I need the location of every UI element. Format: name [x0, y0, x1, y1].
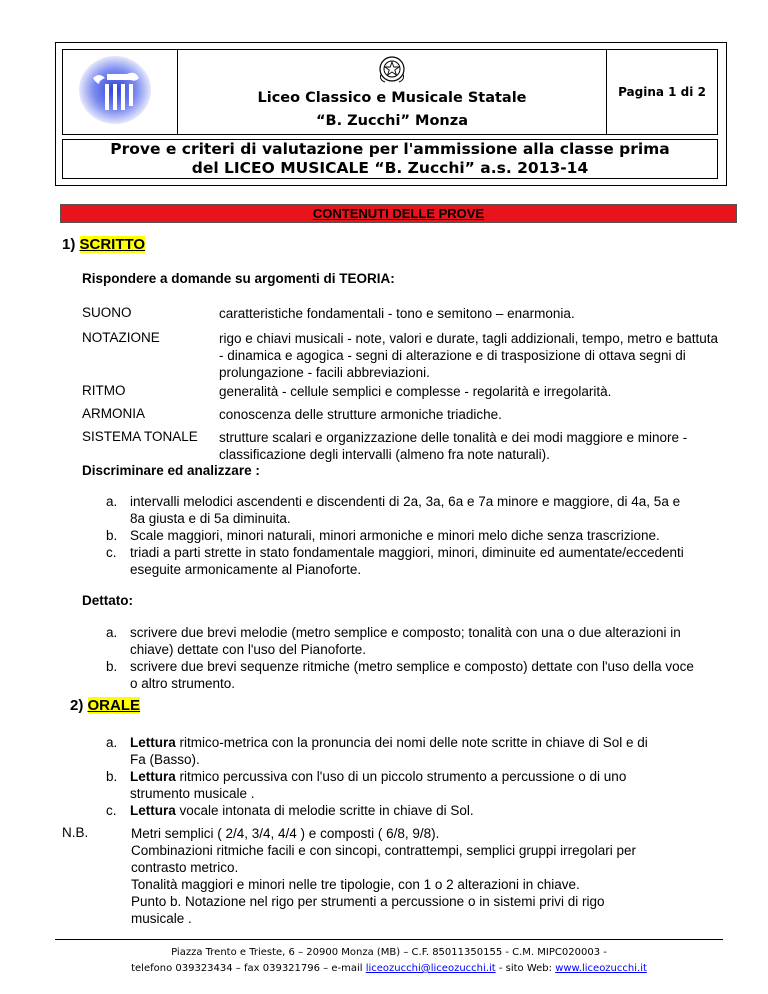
topic-label: SISTEMA TONALE [82, 429, 198, 444]
list-marker: b. [106, 659, 118, 674]
dictation-heading: Dettato: [82, 593, 133, 608]
email-link[interactable]: liceozucchi@liceozucchi.it [365, 963, 496, 974]
list-marker: c. [106, 803, 117, 818]
section-1-number: 1) [62, 236, 76, 253]
section-band [60, 204, 737, 223]
list-marker: a. [106, 494, 118, 509]
section-2-number: 2) [70, 697, 84, 714]
footer-divider [55, 939, 723, 940]
school-name-line1: Liceo Classico e Musicale Statale [257, 90, 527, 106]
nb-line: Combinazioni ritmiche facili e con sincopi, contrattempi, semplici gruppi irregolari per contrasto metrico. [131, 843, 636, 875]
footer-site-label: - sito Web: [495, 963, 556, 974]
topic-text: caratteristiche fondamentali - tono e semitono – enarmonia. [219, 306, 575, 321]
list-text: intervalli melodici ascendenti e discendenti di 2a, 3a, 6a e 7a minore e maggiore, di 4a, 5a e 8a giusta e di 5a diminuita. [130, 494, 681, 526]
list-text: vocale intonata di melodie scritte in chiave di Sol. [175, 803, 474, 818]
list-text: Scale maggiori, minori naturali, minori armoniche e minori melo diche senza trascrizione. [130, 528, 660, 543]
nb-label: N.B. [62, 825, 89, 840]
list-text: ritmico-metrica con la pronuncia dei nomi delle note scritte in chiave di Sol e di Fa (Basso). [130, 735, 648, 767]
footer-address: Piazza Trento e Trieste, 6 – 20900 Monza (MB) – C.F. 85011350155 - C.M. MIPC020003 - [171, 947, 607, 958]
nb-line: Metri semplici ( 2/4, 3/4, 4/4 ) e composti ( 6/8, 9/8). [131, 826, 440, 841]
footer-phone-fax: telefono 039323434 – fax 039321796 – e-mail [131, 963, 366, 974]
list-marker: a. [106, 735, 118, 750]
nb-line: Punto b. Notazione nel rigo per strumenti a percussione o in sistemi privi di rigo musicale . [131, 894, 605, 926]
list-item [106, 527, 696, 544]
school-name-line2: “B. Zucchi” Monza [316, 113, 468, 129]
list-marker: b. [106, 528, 118, 543]
logo-cell [63, 50, 178, 134]
footer [55, 945, 723, 977]
topic-text: rigo e chiavi musicali - note, valori e durate, tagli addizionali, tempo, metro e battuta - dinamica e agogica - segni di alterazione e di trasposizione di ottava segni di prolungazione - facili abbreviazioni. [219, 331, 719, 380]
footer-contacts [55, 961, 723, 977]
section-2-title: ORALE [87, 697, 141, 714]
nb-line: Tonalità maggiori e minori nelle tre tipologie, con 1 o 2 alterazioni in chiave. [131, 877, 580, 892]
list-text: scrivere due brevi melodie (metro semplice e composto; tonalità con una o due alterazioni in chiave) dettate con l'uso del Pianoforte. [130, 625, 681, 657]
list-text: triadi a parti strette in stato fondamentale maggiori, minori, diminuite ed aumentate/eccedenti eseguite armonicamente al Pianoforte. [130, 545, 684, 577]
list-bold: Lettura [130, 803, 176, 818]
document-title-line1: Prove e criteri di valutazione per l'ammissione alla classe prima [110, 140, 670, 158]
document-title-line2: del LICEO MUSICALE “B. Zucchi” a.s. 2013-14 [191, 159, 589, 177]
list-item [106, 544, 696, 578]
topic-label: NOTAZIONE [82, 330, 160, 345]
discriminate-list [106, 493, 696, 578]
header-top-row [62, 49, 718, 135]
school-title-cell [178, 50, 607, 134]
topic-label: ARMONIA [82, 406, 146, 421]
section-2-heading [70, 697, 140, 714]
topic-text: conoscenza delle strutture armoniche triadiche. [219, 407, 502, 422]
dictation-list [106, 624, 696, 692]
nb-notes [131, 825, 651, 927]
section-1-heading [62, 236, 145, 253]
oral-list [106, 734, 666, 819]
header [62, 49, 718, 177]
topic-label: SUONO [82, 305, 132, 320]
discriminate-heading: Discriminare ed analizzare : [82, 463, 260, 478]
list-text: scrivere due brevi sequenze ritmiche (metro semplice e composto) dettate con l'uso della voce o altro strumento. [130, 659, 694, 691]
section-1-title: SCRITTO [79, 236, 146, 253]
list-item [106, 493, 696, 527]
band-title: CONTENUTI DELLE PROVE [312, 206, 485, 221]
list-bold: Lettura [130, 769, 176, 784]
list-item [106, 802, 666, 819]
list-item [106, 658, 696, 692]
page-number: Pagina 1 di 2 [618, 85, 706, 99]
list-marker: b. [106, 769, 118, 784]
italian-republic-emblem-icon [377, 54, 407, 84]
topic-text: generalità - cellule semplici e complesse - regolarità e irregolarità. [219, 384, 612, 399]
list-item [106, 768, 666, 802]
list-bold: Lettura [130, 735, 176, 750]
topic-text: strutture scalari e organizzazione delle tonalità e dei modi maggiore e minore - classificazione degli intervalli (almeno fra note naturali). [219, 430, 688, 462]
topic-label: RITMO [82, 383, 126, 398]
list-marker: a. [106, 625, 118, 640]
list-marker: c. [106, 545, 117, 560]
document-title [62, 139, 718, 179]
column-logo-icon [63, 50, 175, 134]
theory-intro: Rispondere a domande su argomenti di TEORIA: [82, 271, 395, 286]
list-item [106, 624, 696, 658]
list-text: ritmico percussiva con l'uso di un piccolo strumento a percussione o di uno strumento musicale . [130, 769, 627, 801]
list-item [106, 734, 666, 768]
website-link[interactable]: www.liceozucchi.it [555, 963, 647, 974]
